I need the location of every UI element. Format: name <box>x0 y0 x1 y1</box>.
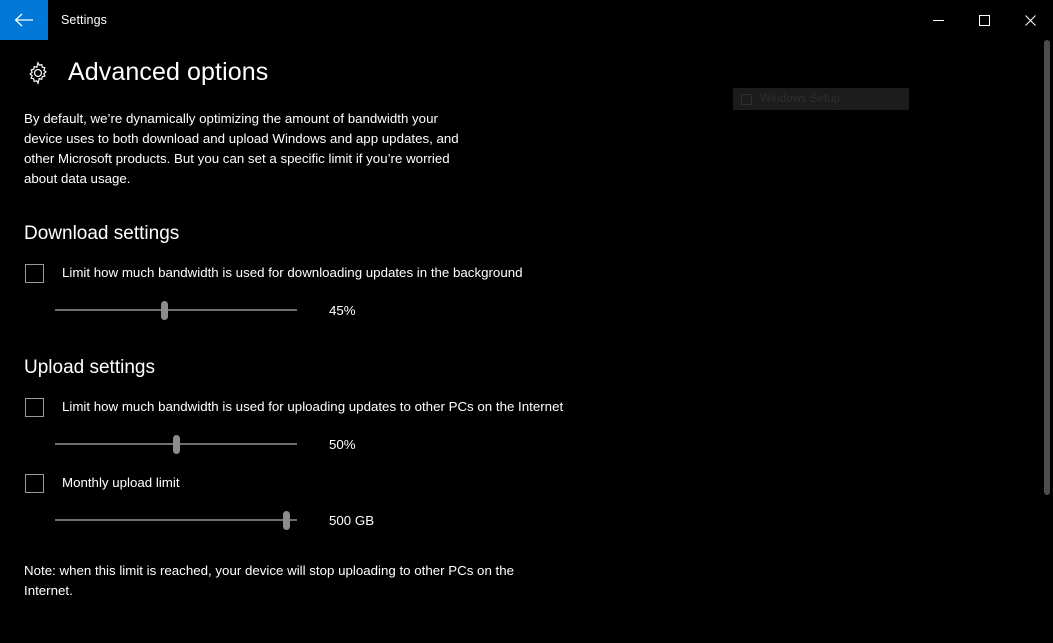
download-limit-label: Limit how much bandwidth is used for downloading updates in the background <box>62 265 523 280</box>
maximize-icon <box>979 15 990 26</box>
monthly-limit-checkbox-row[interactable] <box>24 473 1029 493</box>
minimize-button[interactable] <box>915 0 961 40</box>
monthly-limit-note: Note: when this limit is reached, your device will stop uploading to other PCs on the Internet. <box>24 563 515 598</box>
download-limit-checkbox-row[interactable] <box>24 263 1029 283</box>
download-slider-value: 45% <box>329 302 356 318</box>
monthly-limit-label: Monthly upload limit <box>62 475 180 490</box>
monthly-slider-thumb[interactable] <box>283 511 290 530</box>
background-overlay-chip <box>733 88 909 110</box>
close-button[interactable] <box>1007 0 1053 40</box>
monthly-upload-slider[interactable] <box>55 509 297 531</box>
download-limit-checkbox[interactable] <box>25 264 44 283</box>
monthly-slider-track <box>55 519 297 521</box>
upload-limit-label: Limit how much bandwidth is used for uploading updates to other PCs on the Internet <box>62 399 564 414</box>
scrollbar-thumb[interactable] <box>1044 40 1050 495</box>
caption-buttons <box>915 0 1053 40</box>
upload-limit-checkbox-row[interactable] <box>24 397 1029 417</box>
download-bandwidth-slider[interactable] <box>55 299 297 321</box>
download-slider-track <box>55 309 297 311</box>
monthly-limit-checkbox[interactable] <box>25 474 44 493</box>
monthly-slider-value: 500 GB <box>329 512 375 528</box>
intro-text: By default, we’re dynamically optimizing the amount of bandwidth your device uses to both download and upload Windows and app updates, and other Microsoft products. But you can set a specific limit if you’re worried about data usage. <box>24 111 459 186</box>
background-overlay-chip-label: Windows Setup <box>760 93 840 105</box>
download-slider-thumb[interactable] <box>161 301 168 320</box>
close-icon <box>1025 15 1036 26</box>
titlebar-spacer <box>107 0 915 40</box>
upload-settings-heading: Upload settings <box>24 357 155 378</box>
monthly-slider-row <box>24 509 1029 531</box>
maximize-button[interactable] <box>961 0 1007 40</box>
page-title: Advanced options <box>68 58 269 86</box>
upload-slider-thumb[interactable] <box>173 435 180 454</box>
minimize-icon <box>933 15 944 26</box>
download-settings-heading: Download settings <box>24 223 180 244</box>
window-title: Settings <box>61 13 107 27</box>
download-slider-row <box>24 299 1029 321</box>
gear-icon <box>24 59 52 87</box>
back-arrow-icon <box>14 13 34 27</box>
window-icon <box>741 94 752 105</box>
page-content <box>0 40 1053 643</box>
back-button[interactable] <box>0 0 48 40</box>
page-header <box>24 58 1029 87</box>
title-bar <box>0 0 1053 40</box>
upload-bandwidth-slider[interactable] <box>55 433 297 455</box>
upload-slider-row <box>24 433 1029 455</box>
upload-limit-checkbox[interactable] <box>25 398 44 417</box>
vertical-scrollbar[interactable] <box>1041 40 1053 643</box>
upload-slider-value: 50% <box>329 436 356 452</box>
